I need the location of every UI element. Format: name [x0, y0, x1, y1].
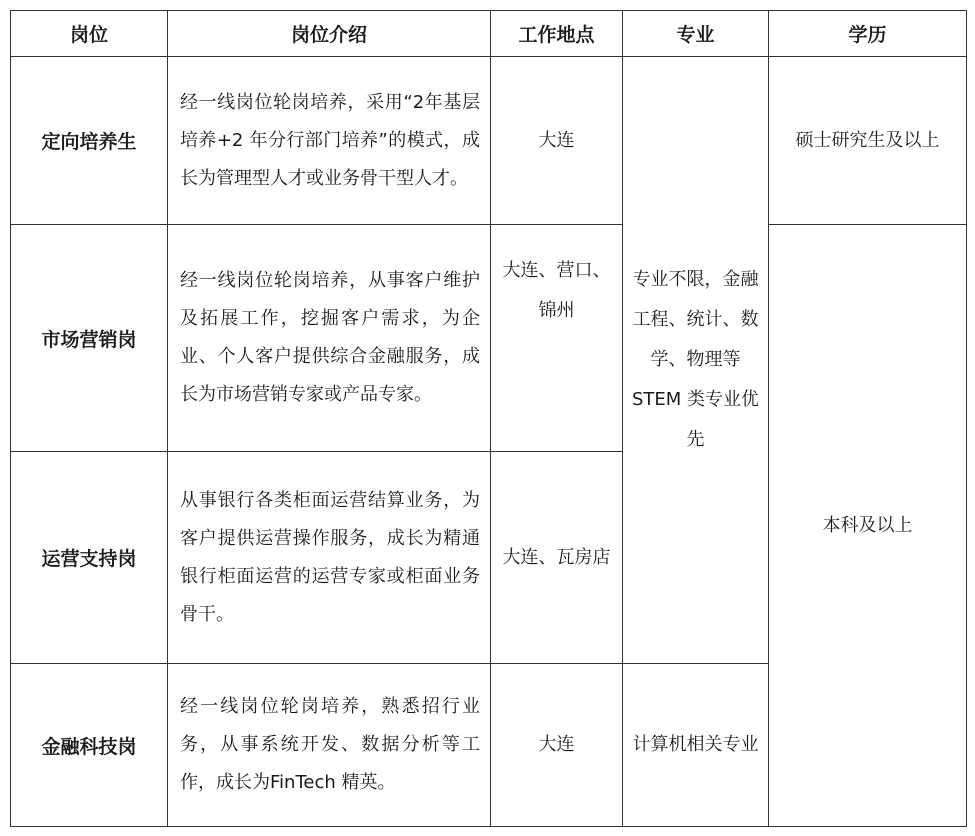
position-name: 金融科技岗	[11, 664, 168, 827]
table-row	[11, 57, 967, 225]
position-name: 运营支持岗	[11, 452, 168, 664]
header-education: 学历	[769, 11, 967, 57]
education-requirement: 本科及以上	[769, 225, 967, 827]
table-row	[11, 225, 967, 452]
education-requirement: 硕士研究生及以上	[769, 57, 967, 225]
work-location: 大连、瓦房店	[491, 452, 623, 664]
major-requirement: 专业不限，金融工程、统计、数学、物理等 STEM 类专业优先	[623, 57, 769, 664]
position-name: 市场营销岗	[11, 225, 168, 452]
work-location: 大连	[491, 57, 623, 225]
position-intro: 从事银行各类柜面运营结算业务，为客户提供运营操作服务，成长为精通银行柜面运营的运营专家或柜面业务骨干。	[168, 452, 491, 664]
header-location: 工作地点	[491, 11, 623, 57]
work-location: 大连	[491, 664, 623, 827]
header-intro: 岗位介绍	[168, 11, 491, 57]
recruitment-table	[10, 10, 967, 827]
position-intro: 经一线岗位轮岗培养，从事客户维护及拓展工作，挖掘客户需求，为企业、个人客户提供综合金融服务，成长为市场营销专家或产品专家。	[168, 225, 491, 452]
header-row	[11, 11, 967, 57]
header-major: 专业	[623, 11, 769, 57]
work-location: 大连、营口、锦州	[491, 225, 623, 452]
header-position: 岗位	[11, 11, 168, 57]
position-name: 定向培养生	[11, 57, 168, 225]
major-requirement: 计算机相关专业	[623, 664, 769, 827]
position-intro: 经一线岗位轮岗培养，熟悉招行业务，从事系统开发、数据分析等工作，成长为FinTech 精英。	[168, 664, 491, 827]
position-intro: 经一线岗位轮岗培养，采用“2年基层培养+2 年分行部门培养”的模式，成长为管理型人才或业务骨干型人才。	[168, 57, 491, 225]
